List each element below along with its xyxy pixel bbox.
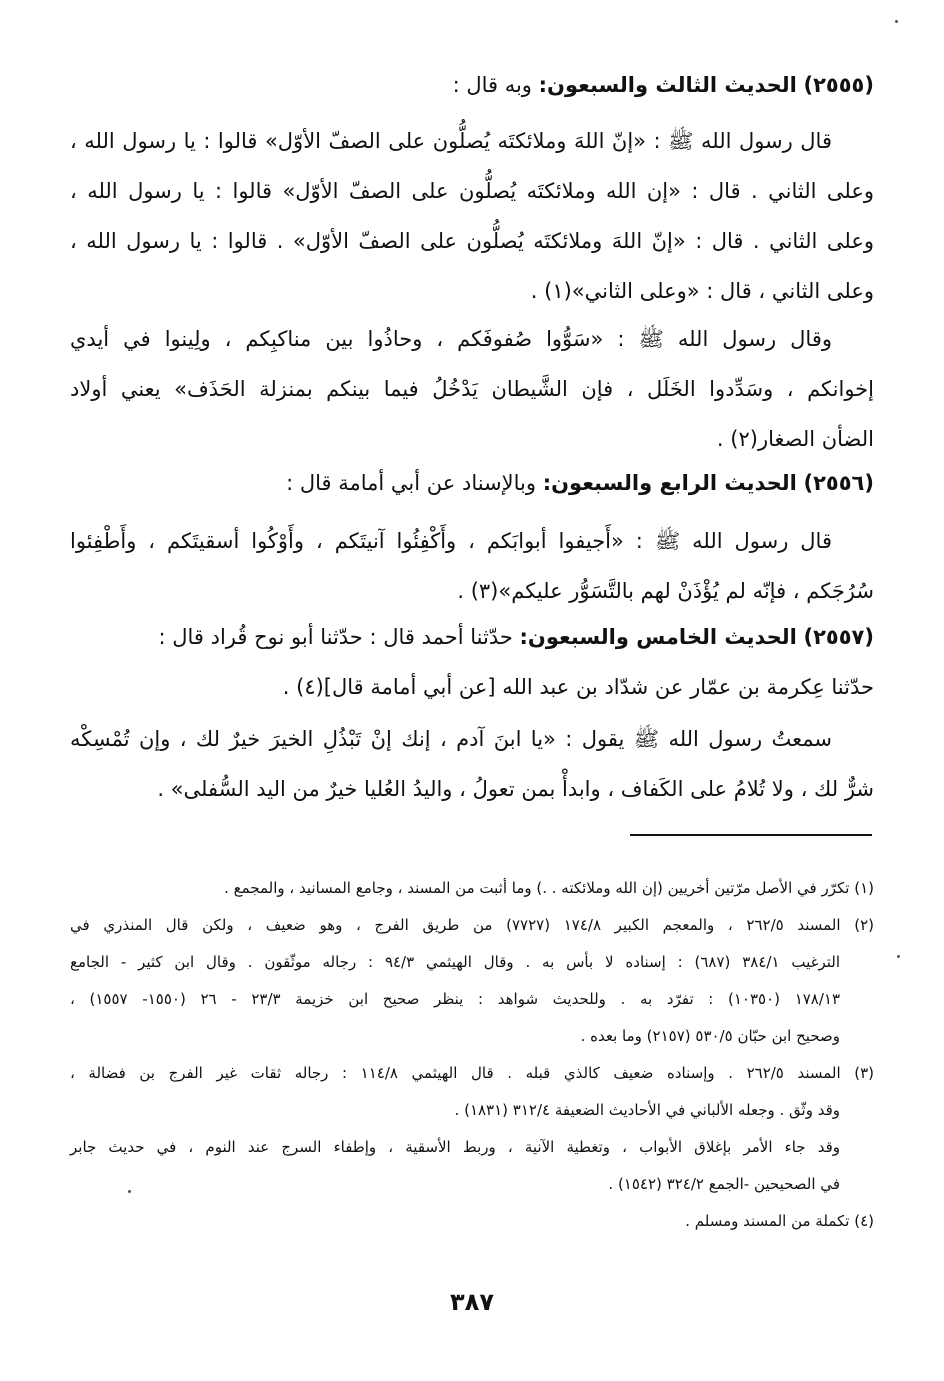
footnote-3-cont: في الصحيحين -الجمع ٣٢٤/٢ (١٥٤٢) .	[608, 1175, 840, 1193]
hadith-number: (٢٥٥٧)	[803, 625, 874, 649]
hadith-2556	[70, 458, 874, 508]
hadith-2557	[70, 612, 874, 712]
footnote-1: (١) تكرّر في الأصل مرّتين أخريين (إن الله وملائكته . .) وما أثبت من المسند ، وجامع المسانيد ، والمجمع .	[224, 879, 874, 897]
hadith-intro: حدّثنا أحمد قال : حدّثنا أبو نوح قُراد قال :	[158, 625, 513, 649]
hadith-number: (٢٥٥٦)	[803, 471, 874, 495]
footnote-separator	[630, 834, 872, 836]
hadith-2557-text	[70, 714, 874, 814]
footnote-2-cont: وصحيح ابن حبّان ٥٣٠/٥ (٢١٥٧) وما بعده .	[580, 1027, 840, 1045]
hadith-intro: وبالإسناد عن أبي أمامة قال :	[286, 471, 537, 495]
text-line: إخوانكم ، وسَدِّدوا الخَلَل ، فإن الشَّيطان يَدْخُلُ فيما بينكم بمنزلة الحَذَف» يعني أولاد	[70, 377, 874, 401]
hadith-heading	[70, 612, 874, 662]
footnote-4: (٤) تكملة من المسند ومسلم .	[685, 1212, 874, 1230]
isnad-line: حدّثنا عِكرمة بن عمّار عن شدّاد بن عبد الله [عن أبي أمامة قال](٤) .	[282, 675, 874, 699]
text-line: سمعتُ رسول الله ﷺ يقول : «يا ابنَ آدم ، إنك إنْ تَبْذُلِ الخيرَ خيرٌ لك ، وإن تُمْسِكْه	[70, 727, 832, 751]
footnote-2-cont: ١٧٨/١٣ (١٠٣٥٠) : تفرّد به . وللحديث شواهد : ينظر صحيح ابن خزيمة ٢٣/٣ - ٢٦ (١٥٥٠- ١٥٥٧) ،	[70, 990, 841, 1008]
scan-speck	[895, 20, 898, 23]
page-number: ٣٨٧	[450, 1288, 494, 1316]
text-line: قال رسول الله ﷺ : «أَجيفوا أبوابَكم ، وأَكْفِئُوا آنيتَكم ، وأَوْكُوا أسقيتَكم ، وأَطْفِئوا	[70, 529, 832, 553]
hadith-heading	[70, 60, 874, 110]
text-line: سُرُجَكم ، فإنّه لم يُؤْذَنْ لهم بالتَّسَوُّر عليكم»(٣) .	[457, 579, 874, 603]
footnote-2: (٢) المسند ٢٦٢/٥ ، والمعجم الكبير ١٧٤/٨ (٧٧٢٧) من طريق الفرج ، وهو ضعيف ، ولكن قال المنذري في	[70, 916, 874, 934]
hadith-2555-text	[70, 116, 874, 316]
text-line: شرٌّ لك ، ولا تُلامُ على الكَفاف ، وابدأْ بمن تعولُ ، واليدُ العُليا خيرٌ من اليد السُّفلى» .	[157, 777, 874, 801]
hadith-intro: وبه قال :	[452, 73, 532, 97]
text-line: وعلى الثاني . قال : «إنّ اللهَ وملائكتَه يُصلُّون على الصفّ الأوّل» . قالوا : يا رسول الله ،	[70, 229, 874, 253]
text-line: وعلى الثاني . قال : «إن الله وملائكتَه يُصلُّون على الصفّ الأوّل» قالوا : يا رسول الله ،	[70, 179, 874, 203]
hadith-number: (٢٥٥٥)	[803, 73, 874, 97]
text-line: قال رسول الله ﷺ : «إنّ اللهَ وملائكتَه يُصلُّون على الصفّ الأوّل» قالوا : يا رسول الله ،	[70, 129, 832, 153]
text-line: وقال رسول الله ﷺ : «سَوُّوا صُفوفَكم ، وحاذُوا بين مناكبِكم ، ولِينوا في أيدي	[70, 327, 832, 351]
footnote-2-cont: الترغيب ٣٨٤/١ (٦٨٧) : إسناده لا بأس به . وقال الهيثمي ٩٤/٣ : رجاله موثّقون . وقال ابن كثير - الجامع	[70, 953, 841, 971]
text-line: الضأن الصغار(٢) .	[716, 427, 874, 451]
footnote-3-cont: وقد وثّق . وجعله الألباني في الأحاديث الضعيفة ٣١٢/٤ (١٨٣١) .	[454, 1101, 840, 1119]
footnote-3: (٣) المسند ٢٦٢/٥ . وإسناده ضعيف كالذي قبله . قال الهيثمي ١١٤/٨ : رجاله ثقات غير الفرج بن فضالة ،	[70, 1064, 875, 1082]
footnote-3-cont: وقد جاء الأمر بإغلاق الأبواب ، وتغطية الآنية ، وربط الأسقية ، وإطفاء السرج عند النوم ، في حديث جابر	[70, 1138, 840, 1156]
hadith-2555	[70, 60, 874, 110]
hadith-title: الحديث الخامس والسبعون:	[519, 625, 797, 649]
hadith-2555-text-2	[70, 314, 874, 464]
scan-speck	[897, 955, 900, 958]
hadith-heading	[70, 458, 874, 508]
hadith-2556-text	[70, 516, 874, 616]
scan-speck	[128, 1190, 131, 1193]
hadith-title: الحديث الثالث والسبعون:	[538, 73, 797, 97]
hadith-title: الحديث الرابع والسبعون:	[542, 471, 797, 495]
text-line: وعلى الثاني ، قال : «وعلى الثاني»(١) .	[530, 279, 874, 303]
footnotes	[70, 870, 874, 1240]
